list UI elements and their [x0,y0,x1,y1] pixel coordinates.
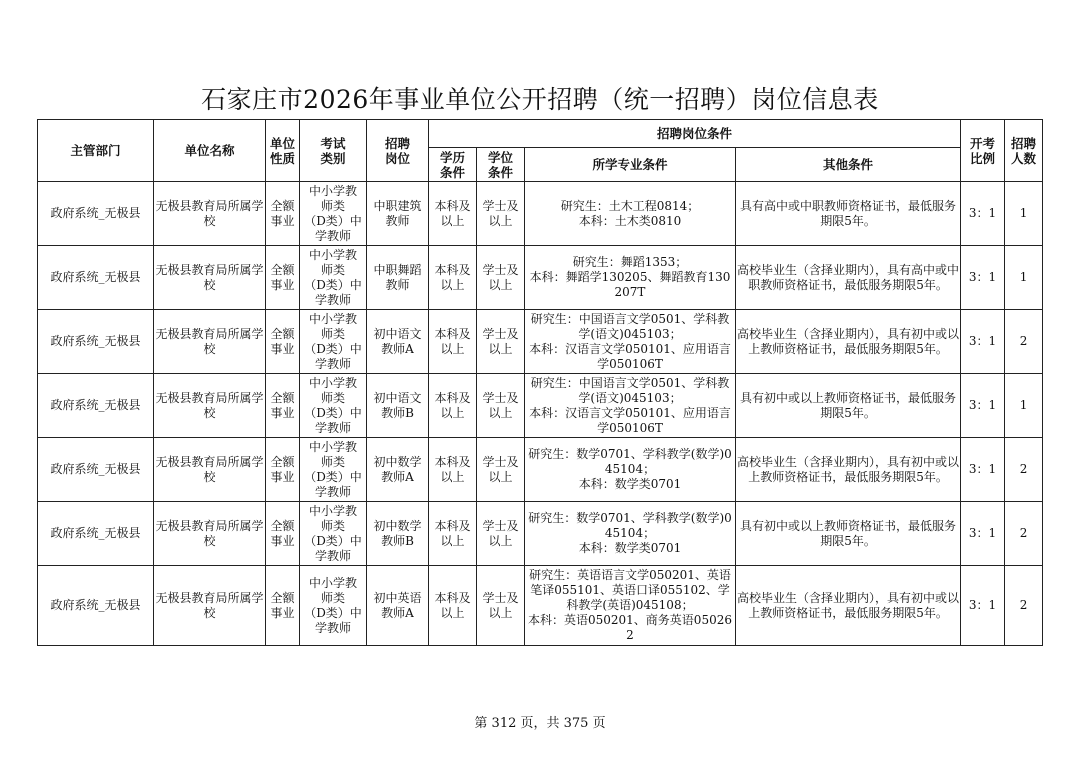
cell-nature: 全额 事业 [266,374,300,438]
cell-post: 中职建筑 教师 [367,182,429,246]
table-row [38,310,1043,374]
cell-major: 研究生：中国语言文学0501、学科教学(语文)045103； 本科：汉语言文学050101、应用语言学050106T [525,310,736,374]
cell-dept: 政府系统_无极县 [38,182,154,246]
cell-dept: 政府系统_无极县 [38,246,154,310]
cell-exam: 中小学教 师类 （D类）中 学教师 [300,502,367,566]
page-footer: 第 312 页，共 375 页 [474,716,606,731]
col-header-dept: 主管部门 [38,120,154,182]
cell-unit: 无极县教育局所属学校 [154,438,266,502]
cell-count: 1 [1005,246,1043,310]
cell-edu: 本科及 以上 [429,374,477,438]
cell-ratio: 3：1 [961,438,1005,502]
cell-nature: 全额 事业 [266,246,300,310]
cell-dept: 政府系统_无极县 [38,566,154,646]
header-row-1 [38,120,1043,148]
cell-unit: 无极县教育局所属学校 [154,310,266,374]
cell-degree: 学士及 以上 [477,374,525,438]
page-title: 石家庄市2026年事业单位公开招聘（统一招聘）岗位信息表 [201,85,879,114]
cell-ratio: 3：1 [961,246,1005,310]
cell-unit: 无极县教育局所属学校 [154,566,266,646]
cell-count: 1 [1005,182,1043,246]
cell-exam: 中小学教 师类 （D类）中 学教师 [300,310,367,374]
cell-other: 具有初中或以上教师资格证书，最低服务期限5年。 [736,374,961,438]
table-row [38,566,1043,646]
cell-ratio: 3：1 [961,310,1005,374]
cell-exam: 中小学教 师类 （D类）中 学教师 [300,182,367,246]
cell-unit: 无极县教育局所属学校 [154,374,266,438]
cell-nature: 全额 事业 [266,182,300,246]
cell-degree: 学士及 以上 [477,438,525,502]
cell-exam: 中小学教 师类 （D类）中 学教师 [300,566,367,646]
cell-nature: 全额 事业 [266,310,300,374]
cell-nature: 全额 事业 [266,566,300,646]
cell-post: 初中数学 教师B [367,502,429,566]
cell-nature: 全额 事业 [266,438,300,502]
col-header-degree: 学位 条件 [477,148,525,182]
cell-edu: 本科及 以上 [429,566,477,646]
cell-degree: 学士及 以上 [477,310,525,374]
cell-other: 具有初中或以上教师资格证书，最低服务期限5年。 [736,502,961,566]
cell-unit: 无极县教育局所属学校 [154,182,266,246]
cell-edu: 本科及 以上 [429,310,477,374]
cell-count: 1 [1005,374,1043,438]
cell-edu: 本科及 以上 [429,246,477,310]
table-row [38,502,1043,566]
col-header-conditions: 招聘岗位条件 [429,120,961,148]
cell-post: 初中数学 教师A [367,438,429,502]
cell-post: 中职舞蹈 教师 [367,246,429,310]
cell-post: 初中语文 教师A [367,310,429,374]
cell-major: 研究生：数学0701、学科教学(数学)045104； 本科：数学类0701 [525,502,736,566]
cell-major: 研究生：土木工程0814； 本科：土木类0810 [525,182,736,246]
cell-unit: 无极县教育局所属学校 [154,246,266,310]
cell-edu: 本科及 以上 [429,182,477,246]
cell-dept: 政府系统_无极县 [38,502,154,566]
cell-ratio: 3：1 [961,182,1005,246]
cell-exam: 中小学教 师类 （D类）中 学教师 [300,246,367,310]
cell-other: 高校毕业生（含择业期内），具有高中或中职教师资格证书，最低服务期限5年。 [736,246,961,310]
col-header-nature: 单位 性质 [266,120,300,182]
cell-other: 高校毕业生（含择业期内），具有初中或以上教师资格证书，最低服务期限5年。 [736,438,961,502]
cell-major: 研究生：舞蹈1353； 本科：舞蹈学130205、舞蹈教育130207T [525,246,736,310]
cell-exam: 中小学教 师类 （D类）中 学教师 [300,438,367,502]
table-row [38,374,1043,438]
table-row [38,182,1043,246]
cell-other: 高校毕业生（含择业期内），具有初中或以上教师资格证书，最低服务期限5年。 [736,566,961,646]
cell-ratio: 3：1 [961,502,1005,566]
cell-dept: 政府系统_无极县 [38,374,154,438]
cell-exam: 中小学教 师类 （D类）中 学教师 [300,374,367,438]
cell-count: 2 [1005,438,1043,502]
cell-major: 研究生：英语语言文学050201、英语笔译055101、英语口译055102、学科教学(英语)045108； 本科：英语050201、商务英语050262 [525,566,736,646]
cell-other: 具有高中或中职教师资格证书，最低服务期限5年。 [736,182,961,246]
cell-other: 高校毕业生（含择业期内），具有初中或以上教师资格证书，最低服务期限5年。 [736,310,961,374]
cell-dept: 政府系统_无极县 [38,438,154,502]
cell-count: 2 [1005,566,1043,646]
cell-edu: 本科及 以上 [429,502,477,566]
col-header-other: 其他条件 [736,148,961,182]
col-header-exam: 考试 类别 [300,120,367,182]
cell-major: 研究生：中国语言文学0501、学科教学(语文)045103； 本科：汉语言文学050101、应用语言学050106T [525,374,736,438]
col-header-unit: 单位名称 [154,120,266,182]
cell-degree: 学士及 以上 [477,566,525,646]
cell-ratio: 3：1 [961,566,1005,646]
cell-post: 初中英语 教师A [367,566,429,646]
col-header-post: 招聘 岗位 [367,120,429,182]
cell-dept: 政府系统_无极县 [38,310,154,374]
table-row [38,246,1043,310]
col-header-major: 所学专业条件 [525,148,736,182]
cell-nature: 全额 事业 [266,502,300,566]
col-header-edu: 学历 条件 [429,148,477,182]
table-row [38,438,1043,502]
positions-table [37,119,1043,646]
cell-count: 2 [1005,502,1043,566]
cell-post: 初中语文 教师B [367,374,429,438]
cell-degree: 学士及 以上 [477,182,525,246]
col-header-ratio: 开考 比例 [961,120,1005,182]
cell-edu: 本科及 以上 [429,438,477,502]
col-header-count: 招聘 人数 [1005,120,1043,182]
cell-degree: 学士及 以上 [477,502,525,566]
cell-degree: 学士及 以上 [477,246,525,310]
cell-major: 研究生：数学0701、学科教学(数学)045104； 本科：数学类0701 [525,438,736,502]
cell-ratio: 3：1 [961,374,1005,438]
cell-unit: 无极县教育局所属学校 [154,502,266,566]
cell-count: 2 [1005,310,1043,374]
